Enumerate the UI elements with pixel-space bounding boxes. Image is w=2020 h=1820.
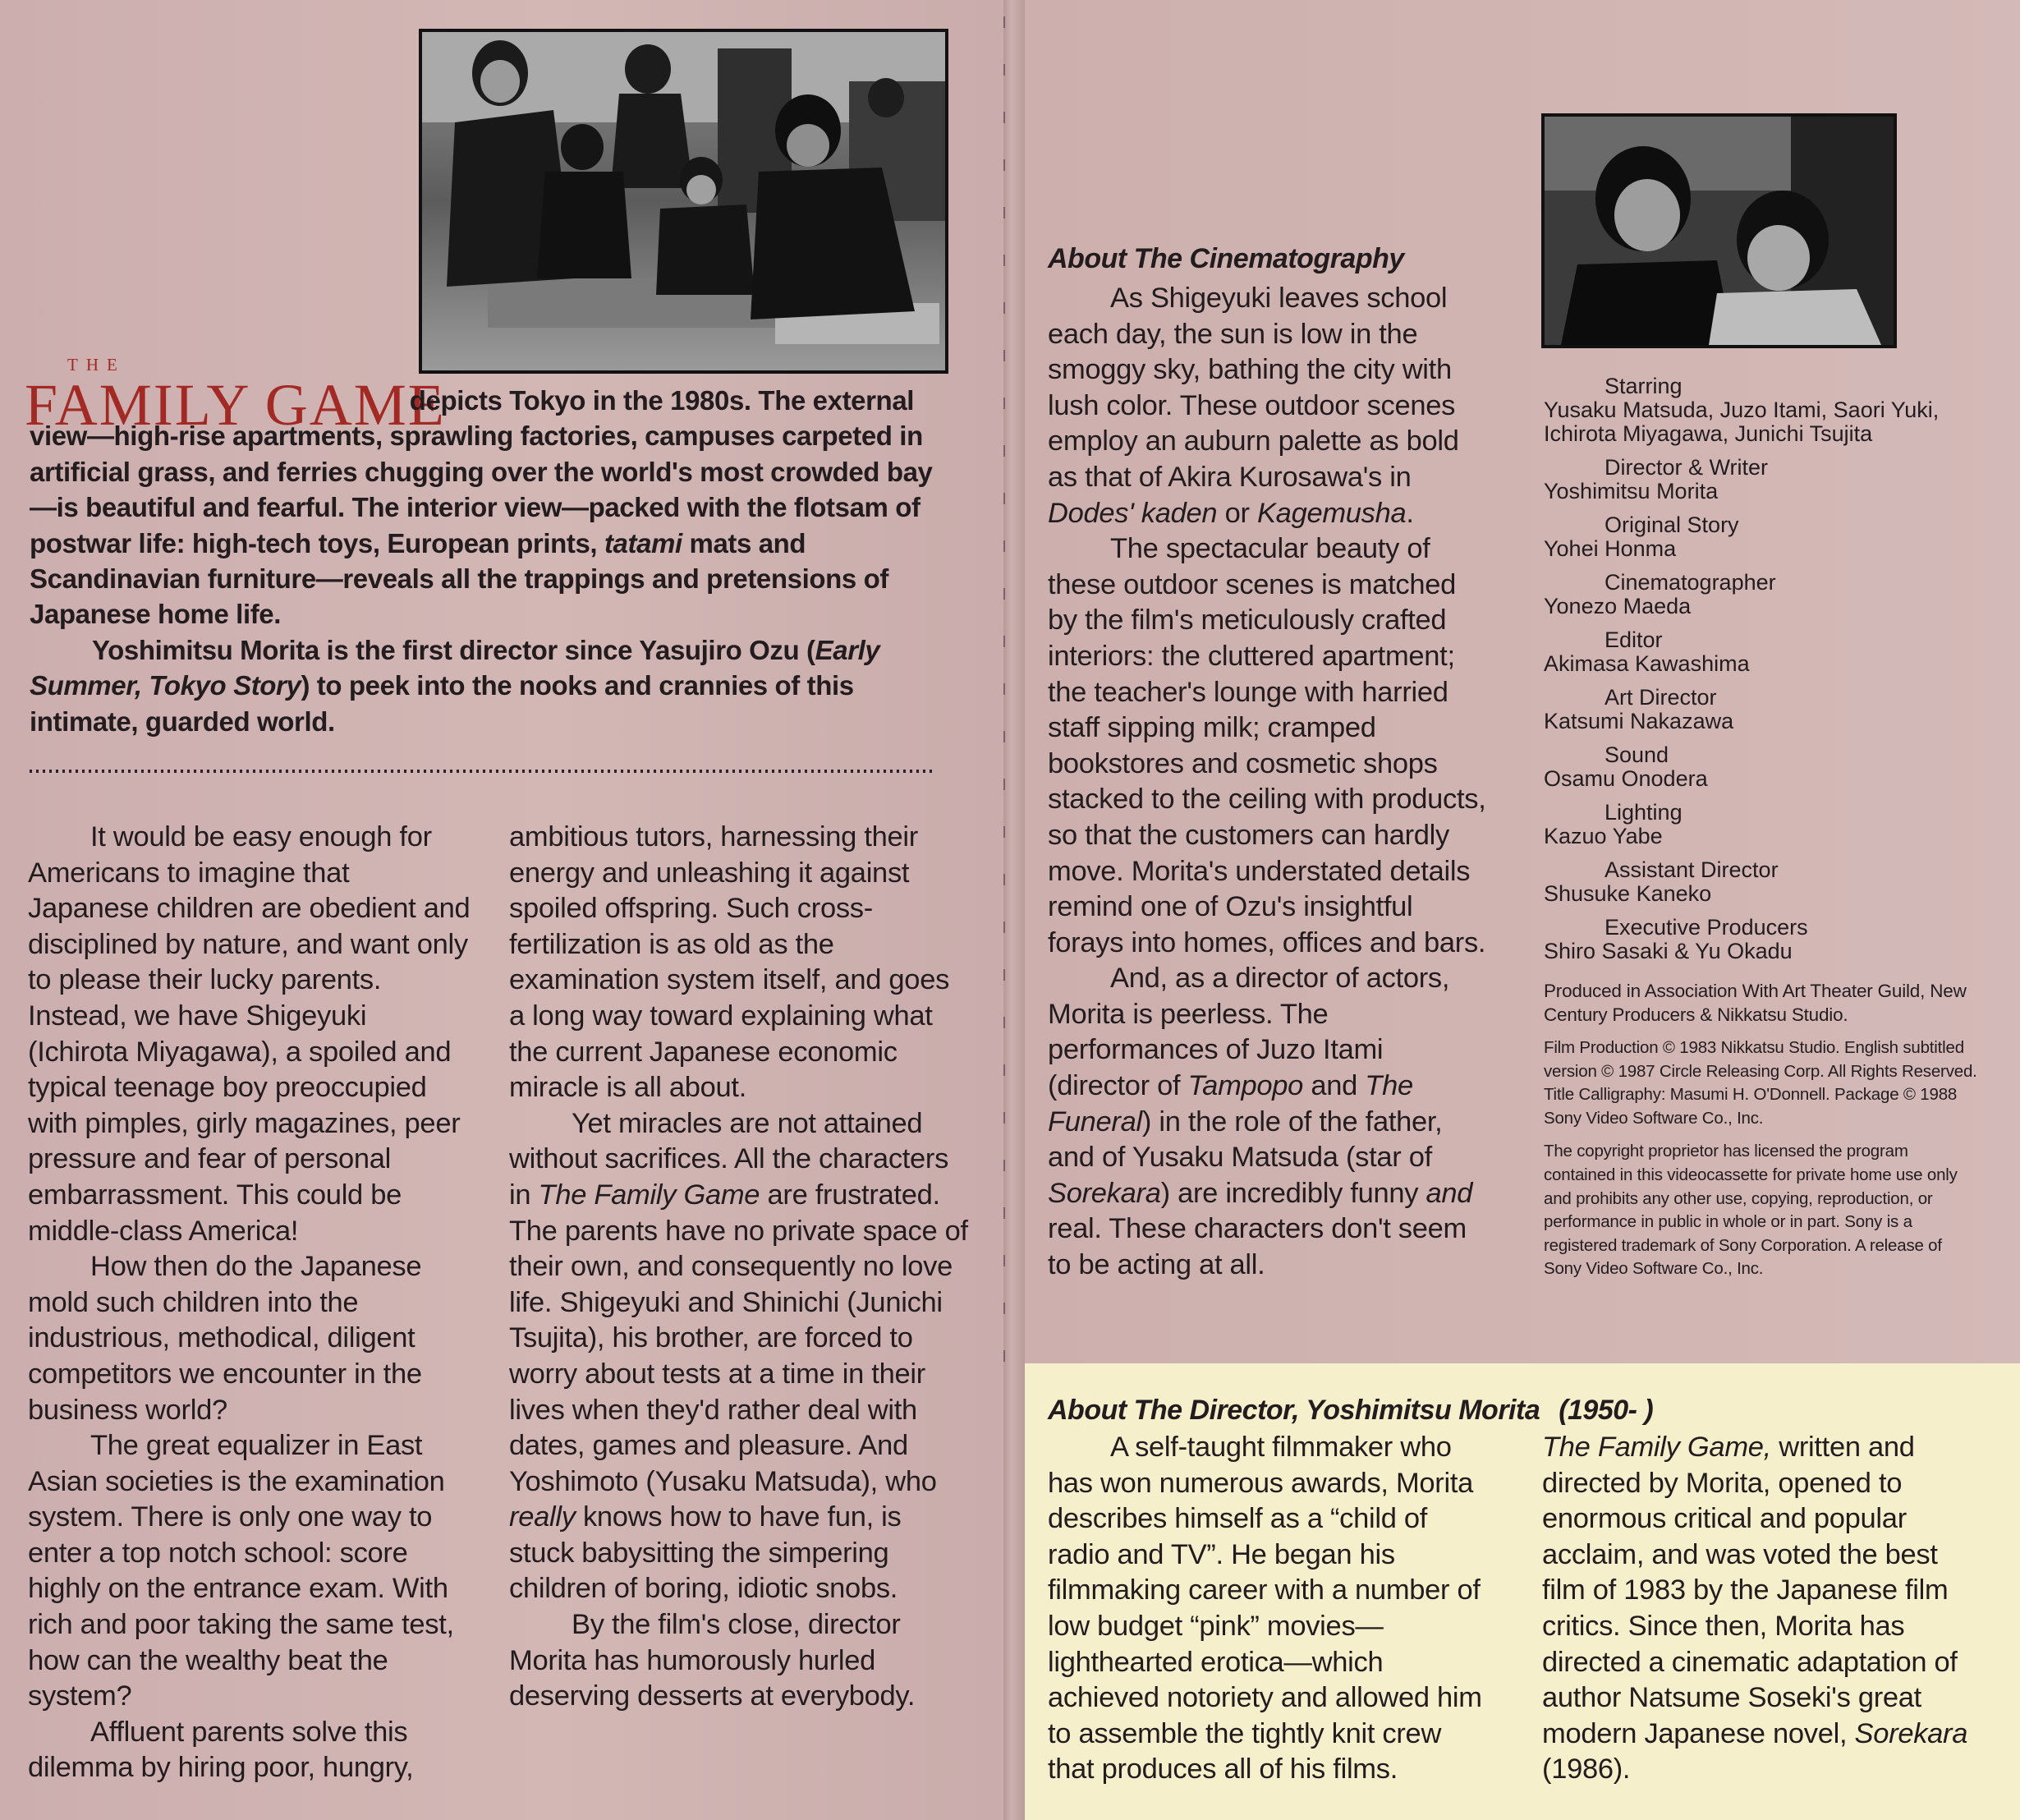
cine-p3-c: ) in the role of the father, and of Yusaku Matsuda (star of <box>1048 1105 1443 1174</box>
col1-paragraph-1: It would be easy enough for Americans to imagine that Japanese children are obedient and disciplined by nature, and want only to please their lucky parents. Instead, we have Shigeyuki (Ichirota Miyagawa), a spoiled and typical teenage boy preoccupied with pimples, girly magazines, peer pressure and fear of personal embarrassment. This could be middle-class America! <box>28 821 471 1247</box>
article-column-1 <box>28 820 471 1786</box>
col2-p2-em: The Family Game <box>538 1179 760 1211</box>
intro-p1-tail: mats and Scandinavian furniture—reveals all the trappings and pretensions of Japanese home life. <box>30 527 888 630</box>
director-column-2 <box>1542 1430 1986 1788</box>
intro-paragraph-2 <box>30 632 938 739</box>
cine-paragraph-1 <box>1048 281 1491 531</box>
credit-original-story <box>1544 513 1987 561</box>
credit-role: Assistant Director <box>1605 857 1779 882</box>
credit-editor <box>1544 628 1987 676</box>
brand-title: FAMILY GAME <box>25 372 446 438</box>
director-p2-text: written and directed by Morita, opened to enormous critical and popular acclaim, and was voted the best film of 1983 by the Japanese film critics. Since then, Morita has directed a cinematic adaptation of author Natsume Soseki's great modern Japanese novel, <box>1542 1432 1958 1749</box>
credit-name: Yoshimitsu Morita <box>1544 479 1719 503</box>
cine-p1-b: or <box>1217 497 1257 529</box>
director-paragraph-1: A self-taught filmmaker who has won numerous awards, Morita describes himself as a “child of radio and TV”. He began his filmmaking career with a number of low budget “pink” movies—lighthearted erotica—which achieved notoriety and allowed him to assemble the tightly knit crew that produces all of his films. <box>1048 1432 1482 1786</box>
intro-p2-lead: Yoshimitsu Morita is the first director since Yasujiro Ozu ( <box>92 634 815 665</box>
credit-executive-producers <box>1544 916 1987 963</box>
col1-paragraph-3: The great equalizer in East Asian societies is the examination system. There is only one way to enter a top notch school: score highly on the entrance exam. With rich and poor taking the same test, how can the wealthy beat the system? <box>28 1430 454 1712</box>
cine-paragraph-2: The spectacular beauty of these outdoor scenes is matched by the film's meticulously crafted interiors: the cluttered apartment; the teacher's lounge with harried staff sipping milk; cramped bookstores and cosmetic shops stacked to the ceiling with products, so that the customers can hardly move. Morita's understated details remind one of Ozu's insightful forays into homes, offices and bars. <box>1048 533 1486 958</box>
intro-p1-lead: depicts Tokyo in the 1980s. The external view—high-rise apartments, sprawling factories, campuses carpeted in artificial grass, and ferries chugging over the world's most crowded bay —is beautiful and fearful. The interior view—packed with the flotsam of postwar life: high-tech toys, European prints, <box>30 385 933 558</box>
dotted-divider <box>30 770 933 773</box>
credit-role: Sound <box>1605 742 1669 767</box>
credit-role: Starring <box>1605 374 1683 398</box>
credit-name: Akimasa Kawashima <box>1544 651 1750 676</box>
cine-paragraph-3 <box>1048 961 1491 1283</box>
credit-role: Lighting <box>1605 800 1683 825</box>
cine-p3-em3: Sorekara <box>1048 1177 1161 1209</box>
cine-p3-b: and <box>1303 1070 1366 1102</box>
credit-role: Executive Producers <box>1605 915 1808 940</box>
cine-p3-a: And, as a director of actors, Morita is peerless. The performances of Juzo Itami (director of <box>1048 963 1450 1102</box>
credit-role: Editor <box>1605 627 1663 652</box>
credit-role: Original Story <box>1605 512 1739 537</box>
credit-role: Cinematographer <box>1605 570 1776 595</box>
credit-role: Art Director <box>1605 685 1717 710</box>
cine-p3-em2: The Funeral <box>1048 1070 1413 1138</box>
credit-assistant-director <box>1544 858 1987 906</box>
credit-name: Yonezo Maeda <box>1544 594 1692 618</box>
col2-p2-c: knows how to have fun, is stuck babysitting the simpering children of boring, idiotic snobs. <box>509 1501 902 1605</box>
col2-paragraph-1: ambitious tutors, harnessing their energy and unleashing it against spoiled offspring. Such cross-fertilization is as old as the examination system itself, and goes a long way toward explaining what the current Japanese economic miracle is all about. <box>509 821 950 1104</box>
fine-print <box>1544 979 1979 1291</box>
credit-art-director <box>1544 686 1987 733</box>
director-column-1 <box>1048 1430 1491 1788</box>
credit-lighting <box>1544 801 1987 848</box>
fine-produced: Produced in Association With Art Theater Guild, New Century Producers & Nikkatsu Studio. <box>1544 981 1967 1025</box>
director-heading <box>1048 1395 1653 1427</box>
credit-name: Yohei Honma <box>1544 536 1677 561</box>
fold-crease <box>1003 16 1005 1363</box>
cine-p1-a: As Shigeyuki leaves school each day, the sun is low in the smoggy sky, bathing the city with lush color. These outdoor scenes employ an auburn palette as bold as that of Akira Kurosawa's in <box>1048 283 1459 493</box>
director-p2-em2: Sorekara <box>1854 1717 1968 1749</box>
cine-p3-em4: and <box>1425 1177 1473 1209</box>
credit-director-writer <box>1544 456 1987 503</box>
credit-name: Shiro Sasaki & Yu Okadu <box>1544 939 1793 963</box>
col2-p2-a: Yet miracles are not attained without sacrifices. All the characters in <box>509 1107 949 1211</box>
director-heading-text: About The Director, Yoshimitsu Morita <box>1048 1395 1540 1426</box>
cine-p3-em: Tampopo <box>1187 1070 1304 1102</box>
actors-photo-image <box>1545 117 1894 345</box>
cinematography-text <box>1048 281 1491 1284</box>
credit-cinematographer <box>1544 571 1987 618</box>
director-p2-tail: (1986). <box>1542 1753 1631 1786</box>
col2-p2-em2: really <box>509 1501 576 1533</box>
credit-name: Yusaku Matsuda, Juzo Itami, Saori Yuki, Ichirota Miyagawa, Junichi Tsujita <box>1544 398 1940 446</box>
credit-sound <box>1544 743 1987 791</box>
col1-paragraph-2: How then do the Japanese mold such children into the industrious, methodical, diligent competitors we encounter in the business world? <box>28 1251 422 1426</box>
credit-name: Osamu Onodera <box>1544 766 1708 791</box>
intro-p2-em: Early Summer, Tokyo Story <box>30 634 880 701</box>
cine-p1-em: Dodes' kaden <box>1048 497 1218 529</box>
classroom-photo-image <box>422 32 945 370</box>
article-column-2 <box>509 820 969 1715</box>
fine-legal: The copyright proprietor has licensed the program contained in this videocassette for private home use only and prohibits any other use, copying, reproduction, or performance in public in whole or in part. Sony is a registered trademark of Sony Corporation. A release of Sony Video Software Co., Inc. <box>1544 1142 1958 1279</box>
director-years: (1950- ) <box>1559 1395 1654 1426</box>
classroom-photo <box>419 29 948 374</box>
intro-p2-tail: ) to peek into the nooks and crannies of this intimate, guarded world. <box>30 670 854 737</box>
col2-p2-b: are frustrated. The parents have no private space of their own, and consequently no love life. Shigeyuki and Shinichi (Junichi Tsujita), his brother, are forced to worry about tests at a time in their lives when they'd rather deal with dates, games and pleasure. And Yoshimoto (Yusaku Matsuda), who <box>509 1179 968 1497</box>
cine-p3-d: ) are incredibly funny <box>1160 1177 1426 1209</box>
col2-paragraph-3: By the film's close, director Morita has humorously hurled deserving desserts at everybody. <box>509 1609 916 1712</box>
intro-paragraph-1 <box>30 383 938 632</box>
credit-name: Katsumi Nakazawa <box>1544 709 1734 733</box>
director-paragraph-2 <box>1542 1430 1986 1788</box>
brand-the: THE <box>67 355 126 375</box>
intro-text <box>30 383 938 739</box>
credits-list <box>1544 375 1987 973</box>
cinematography-heading: About The Cinematography <box>1048 243 1404 274</box>
intro-p1-em: tatami <box>604 527 682 558</box>
credit-name: Kazuo Yabe <box>1544 824 1663 848</box>
cine-p1-em2: Kagemusha <box>1256 497 1407 529</box>
center-fold <box>1003 0 1025 1820</box>
credit-name: Shusuke Kaneko <box>1544 881 1712 906</box>
cine-p3-e: real. These characters don't seem to be acting at all. <box>1048 1213 1467 1281</box>
credit-role: Director & Writer <box>1605 455 1769 480</box>
col2-paragraph-2 <box>509 1106 969 1607</box>
actors-photo <box>1541 113 1897 348</box>
director-p2-em: The Family Game, <box>1542 1432 1771 1463</box>
fine-production: Film Production © 1983 Nikkatsu Studio. English subtitled version © 1987 Circle Releasing Corp. All Rights Reserved. Title Calligraphy: Masumi H. O'Donnell. Package © 1988 Sony Video Software Co., Inc. <box>1544 1038 1977 1128</box>
col1-paragraph-4: Affluent parents solve this dilemma by hiring poor, hungry, <box>28 1716 414 1784</box>
credit-starring <box>1544 375 1987 446</box>
cine-p1-c: . <box>1406 497 1414 529</box>
